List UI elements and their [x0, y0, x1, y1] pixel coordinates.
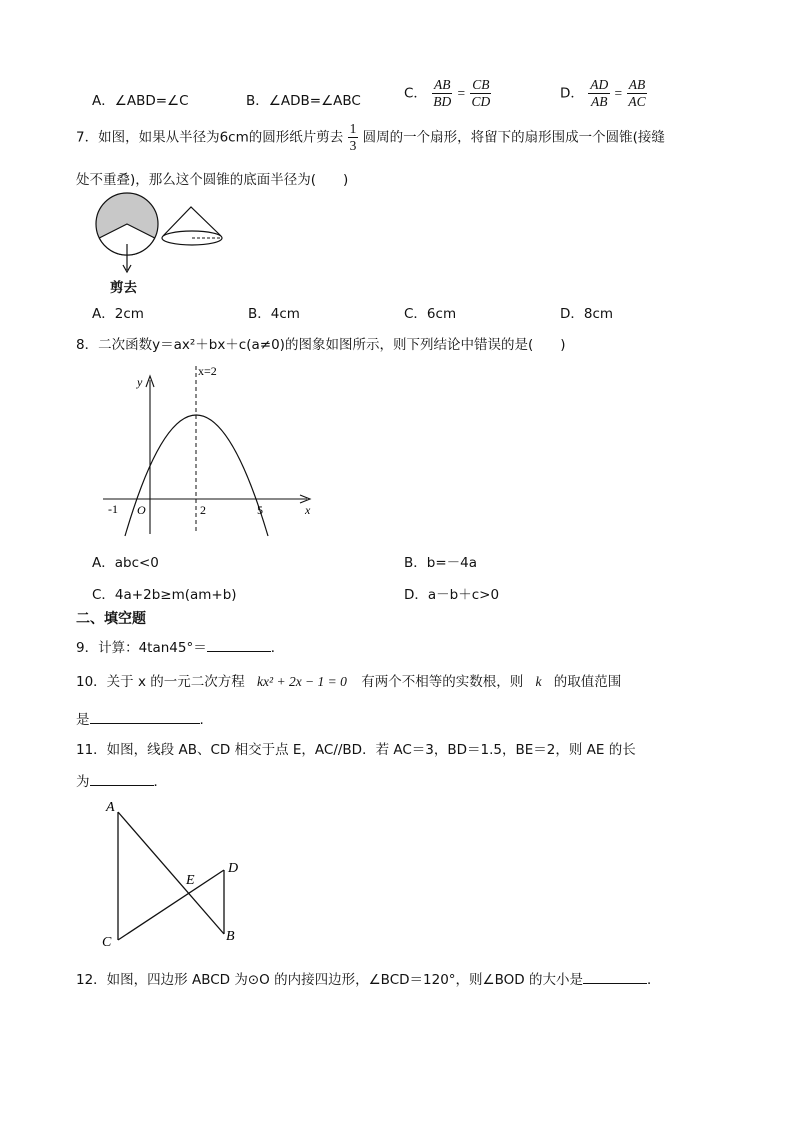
- q6-option-d-fraction-left: $\frac{AD}{AB}$: [590, 77, 609, 110]
- q12-stem: 12．如图，四边形 ABCD 为⊙O 的内接四边形，∠BCD＝120°，则∠BOD 的大小是 ．: [76, 972, 661, 988]
- q8-stem: 8．二次函数y＝ax²＋bx＋c(a≠0)的图象如图所示，则下列结论中错误的是( ): [76, 337, 566, 353]
- q11-label-c: C: [102, 935, 112, 950]
- q6-option-a: A．∠ABD=∠C: [92, 93, 189, 109]
- q11-label-b: B: [226, 929, 235, 944]
- q8-parabola-curve: [125, 415, 268, 536]
- q7-cut-label: 剪去: [110, 280, 137, 296]
- section-title-fill-in: 二、填空题: [76, 611, 146, 627]
- q12-answer-blank[interactable]: [583, 971, 647, 984]
- q7-cone: [163, 207, 221, 236]
- q10-var-k: k: [535, 674, 542, 689]
- q11-figure: [96, 796, 256, 952]
- q7-option-d: D．8cm: [560, 306, 614, 322]
- q8-option-d: D．a－b＋c>0: [404, 587, 500, 603]
- q6-option-d: D． $\frac{AD}{AB}$ = $\frac{AB}{AC}$: [560, 77, 646, 110]
- q11-answer-blank[interactable]: [90, 773, 154, 786]
- q6-option-c-letter: C．: [404, 85, 427, 102]
- q10-stem-line2: 是 .: [76, 712, 204, 728]
- q6-option-d-fraction-right: $\frac{AB}{AC}$: [628, 77, 646, 110]
- q8-x-label: x: [305, 503, 311, 517]
- q7-fraction-one-third: $\frac{1}{3}$: [349, 121, 357, 154]
- q6-option-b: B．∠ADB=∠ABC: [246, 93, 361, 109]
- q7-stem-line2: 处不重叠)，那么这个圆锥的底面半径为( ): [76, 172, 349, 188]
- q8-tick-neg1: -1: [108, 502, 118, 516]
- q7-option-b: B．4cm: [248, 306, 300, 322]
- q6-option-c-fraction-left: $\frac{AB}{BD}$: [433, 77, 452, 110]
- q7-stem-line1: 7．如图，如果从半径为6cm的圆形纸片剪去 $\frac{1}{3}$ 圆周的一个扇形，将留下的扇形围成一个圆锥(接缝: [76, 121, 665, 154]
- q7-option-a: A．2cm: [92, 306, 144, 322]
- q9-answer-blank[interactable]: [207, 639, 271, 652]
- q10-answer-blank[interactable]: [90, 711, 200, 724]
- q11-segment-cd: [118, 870, 224, 940]
- q11-label-e: E: [186, 873, 195, 888]
- q8-origin-label: O: [137, 503, 146, 517]
- q10-stem-line1: 10．关于 x 的一元二次方程 kx² + 2x − 1 = 0 有两个不相等的实数根，则 k 的取值范围: [76, 674, 622, 690]
- q8-tick-2: 2: [200, 503, 206, 517]
- q8-option-a: A．abc<0: [92, 555, 159, 571]
- q6-option-c: C． $\frac{AB}{BD}$ = $\frac{CB}{CD}$: [404, 77, 491, 110]
- q11-label-d: D: [228, 861, 239, 876]
- q11-segment-ab: [118, 812, 224, 934]
- q6-option-d-letter: D．: [560, 85, 584, 102]
- q8-y-label: y: [137, 375, 143, 389]
- q8-option-b: B．b=－4a: [404, 555, 478, 571]
- q6-option-c-fraction-right: $\frac{CB}{CD}$: [471, 77, 491, 110]
- q8-option-c: C．4a+2b≥m(am+b): [92, 587, 237, 603]
- q8-parabola-graph: [95, 362, 325, 542]
- q8-tick-5: 5: [257, 503, 263, 517]
- q11-stem-line1: 11．如图，线段 AB、CD 相交于点 E，AC//BD．若 AC＝3，BD＝1.5，BE＝2，则 AE 的长: [76, 742, 636, 758]
- q7-option-c: C．6cm: [404, 306, 457, 322]
- q10-equation: kx² + 2x − 1 = 0: [257, 674, 347, 689]
- q8-symmetry-label: x=2: [198, 364, 217, 378]
- q11-stem-line2: 为 ．: [76, 774, 167, 790]
- q11-label-a: A: [106, 800, 115, 815]
- q9-stem: 9．计算：4tan45°＝ ．: [76, 640, 285, 656]
